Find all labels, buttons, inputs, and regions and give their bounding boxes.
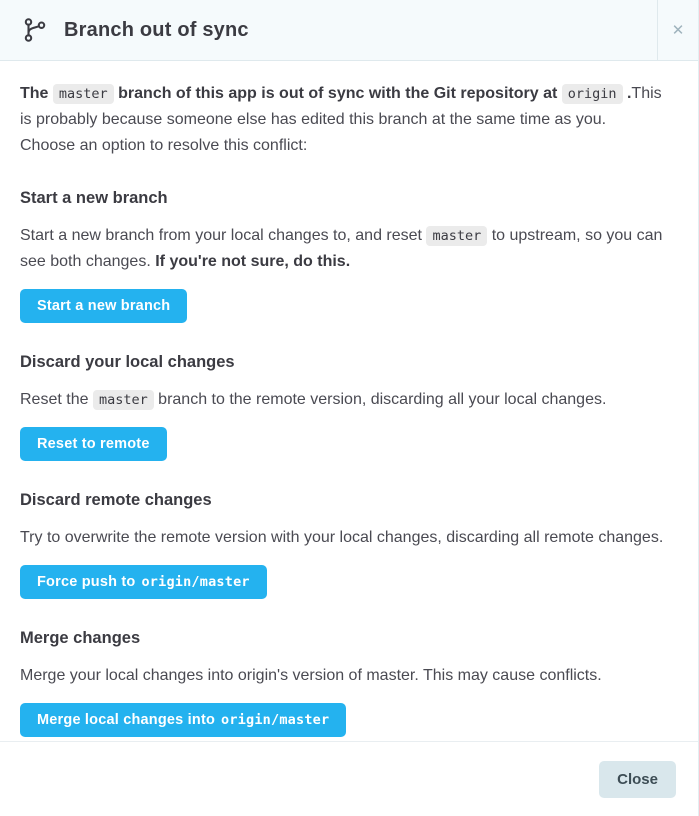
intro-period: .: [622, 85, 632, 102]
choose-option-line: Choose an option to resolve this conflict:: [20, 137, 308, 154]
intro-bold-start: The: [20, 85, 49, 102]
dialog-footer: [0, 741, 698, 816]
origin-master-code: origin/master: [221, 712, 330, 728]
git-branch-icon: [22, 17, 48, 43]
close-button[interactable]: Close: [599, 761, 676, 798]
section-text: Start a new branch from your local changes to, and reset master to upstream, so you can see both changes. If you're not sure, do this.: [20, 227, 663, 270]
section-start-new-branch: [20, 185, 674, 323]
section-heading: Discard remote changes: [20, 491, 212, 509]
dialog-title: Branch out of sync: [64, 18, 249, 41]
section-merge-changes: [20, 625, 674, 737]
origin-master-code: origin/master: [141, 574, 250, 590]
section-text: Try to overwrite the remote version with your local changes, discarding all remote changes.: [20, 529, 664, 546]
section-discard-local: [20, 349, 674, 461]
section-text: Reset the master branch to the remote version, discarding all your local changes.: [20, 391, 607, 408]
force-push-button[interactable]: Force push to origin/master: [20, 565, 267, 599]
intro-paragraph: [20, 81, 670, 133]
master-code-chip: master: [53, 84, 114, 104]
master-code-chip: master: [426, 226, 487, 246]
section-heading: Start a new branch: [20, 189, 168, 207]
master-code-chip: master: [93, 390, 154, 410]
section-heading: Discard your local changes: [20, 353, 235, 371]
section-text: Merge your local changes into origin's version of master. This may cause conflicts.: [20, 667, 602, 684]
section-heading: Merge changes: [20, 629, 141, 647]
start-new-branch-button[interactable]: Start a new branch: [20, 289, 187, 323]
reset-to-remote-button[interactable]: Reset to remote: [20, 427, 167, 461]
dialog-body: [0, 61, 698, 737]
intro-rest: This is probably because someone else has edited this branch at the same time as you.: [20, 85, 662, 128]
close-icon[interactable]: ✕: [657, 0, 698, 60]
origin-code-chip: origin: [562, 84, 623, 104]
section-discard-remote: [20, 487, 674, 599]
intro-bold-middle: branch of this app is out of sync with the Git repository at: [118, 85, 558, 102]
merge-local-changes-button[interactable]: Merge local changes into origin/master: [20, 703, 346, 737]
dialog-header: [0, 0, 698, 61]
